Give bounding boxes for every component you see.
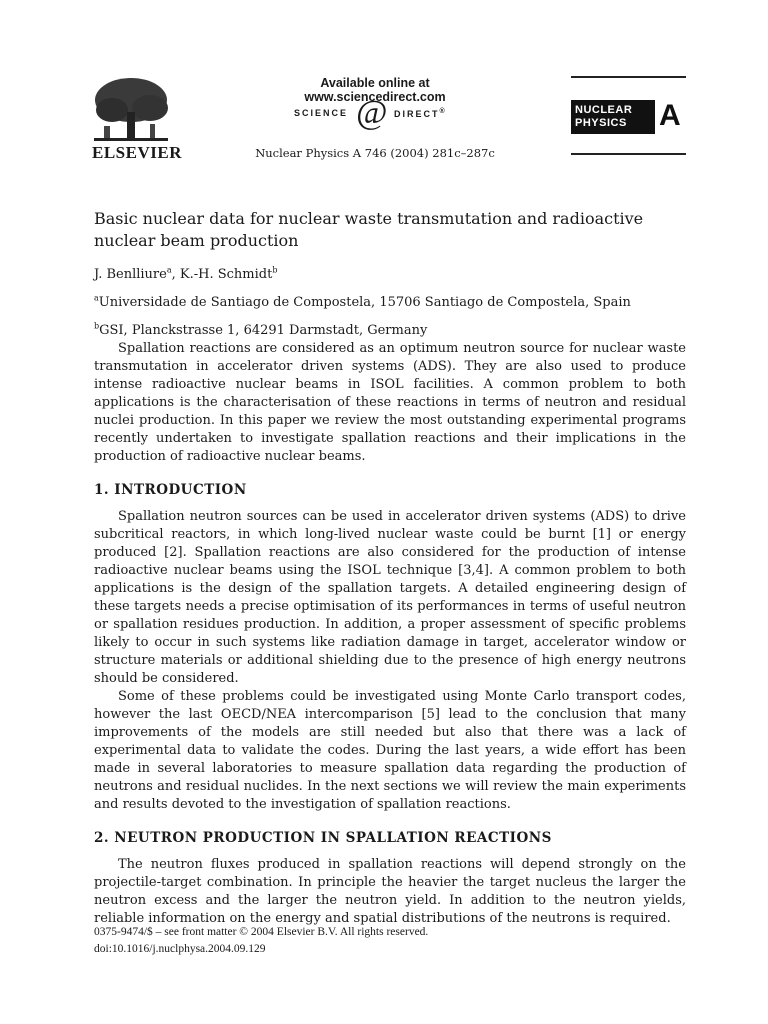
- section-heading: 2. NEUTRON PRODUCTION IN SPALLATION REACTIONS: [94, 830, 552, 846]
- paragraph: Spallation neutron sources can be used in accelerator driven systems (ADS) to drive subcritical reactors, in which long-lived nuclear waste could be burnt [1] or energy produced [2]. Spallation reactions are also considered for the production of intense radioactive nuclear beams using the ISOL technique [3,4]. A common problem to both applications is the design of the spallation targets. A detailed engineering design of these targets needs a precise optimisation of its performances in terms of useful neutron or spallation residues production. In addition, a proper assessment of specific problems likely to occur in such systems like radiation damage in target, accelerator window or structure materials or additional shielding due to the presence of high energy neutrons should be considered.: [94, 509, 686, 686]
- journal-citation: Nuclear Physics A 746 (2004) 281c–287c: [255, 146, 495, 160]
- journal-logo: [571, 100, 655, 134]
- journal-logo-letter: A: [659, 99, 681, 132]
- author-list: J. Benlliure$^a$, K.-H. Schmidt$^b$: [94, 265, 278, 282]
- abstract: Spallation reactions are considered as an optimum neutron source for nuclear waste transmutation in accelerator driven systems (ADS). They are also used to produce intense radioactive nuclear beams in ISOL facilities. A common problem to both applications is the characterisation of these reactions in terms of neutron and residual nuclei production. In this paper we review the most outstanding experimental programs recently undertaken to investigate spallation reactions and their implications in the production of radioactive nuclear beams.: [94, 341, 686, 464]
- journal-logo-line1: NUCLEAR: [575, 104, 633, 116]
- page-header: [0, 0, 768, 190]
- page-footer: [94, 924, 686, 958]
- article-body: [94, 208, 686, 928]
- affiliation-a: $^a$Universidade de Santiago de Compostela, 15706 Santiago de Compostela, Spain: [94, 293, 631, 310]
- author-affil-mark: b: [272, 265, 278, 275]
- author-name: K.-H. Schmidt: [179, 267, 273, 282]
- sciencedirect-at-icon: @: [356, 94, 388, 131]
- author-affil-mark: a: [166, 265, 172, 275]
- sciencedirect-logo: [270, 96, 482, 130]
- paragraph: The neutron fluxes produced in spallation reactions will depend strongly on the projectile-target combination. In principle the heavier the target nucleus the larger the neutron excess and the larger the neutron yield. In addition to the neutron yields, reliable information on the energy and spatial distributions of the neutrons is required.: [94, 857, 686, 926]
- paragraph: Some of these problems could be investigated using Monte Carlo transport codes, however the last OECD/NEA intercomparison [5] lead to the conclusion that many improvements of the models are still needed but also that there was a lack of experimental data to validate the codes. During the last years, a wide effort has been made in several laboratories to measure spallation data regarding the production of neutrons and residual nuclides. In the next sections we will review the main experiments and results devoted to the investigation of spallation reactions.: [94, 689, 686, 812]
- affiliation-b: $^b$GSI, Planckstrasse 1, 64291 Darmstadt, Germany: [94, 321, 428, 338]
- author-name: J. Benlliure: [94, 267, 167, 282]
- article-title: Basic nuclear data for nuclear waste transmutation and radioactive nuclear beam production: [94, 209, 644, 250]
- journal-logo-rule-top: [571, 76, 686, 78]
- journal-logo-rule-bottom: [571, 153, 686, 155]
- sciencedirect-right: DIRECT®: [394, 108, 447, 119]
- sciencedirect-left: SCIENCE: [294, 108, 349, 118]
- journal-logo-line2: PHYSICS: [575, 117, 627, 129]
- publisher-name: ELSEVIER: [92, 143, 182, 162]
- copyright-line: 0375-9474/$ – see front matter © 2004 Elsevier B.V. All rights reserved.: [94, 926, 429, 938]
- available-online-text: Available online at www.sciencedirect.com: [304, 76, 446, 104]
- section-heading: 1. INTRODUCTION: [94, 482, 247, 498]
- doi-line: doi:10.1016/j.nuclphysa.2004.09.129: [94, 943, 266, 955]
